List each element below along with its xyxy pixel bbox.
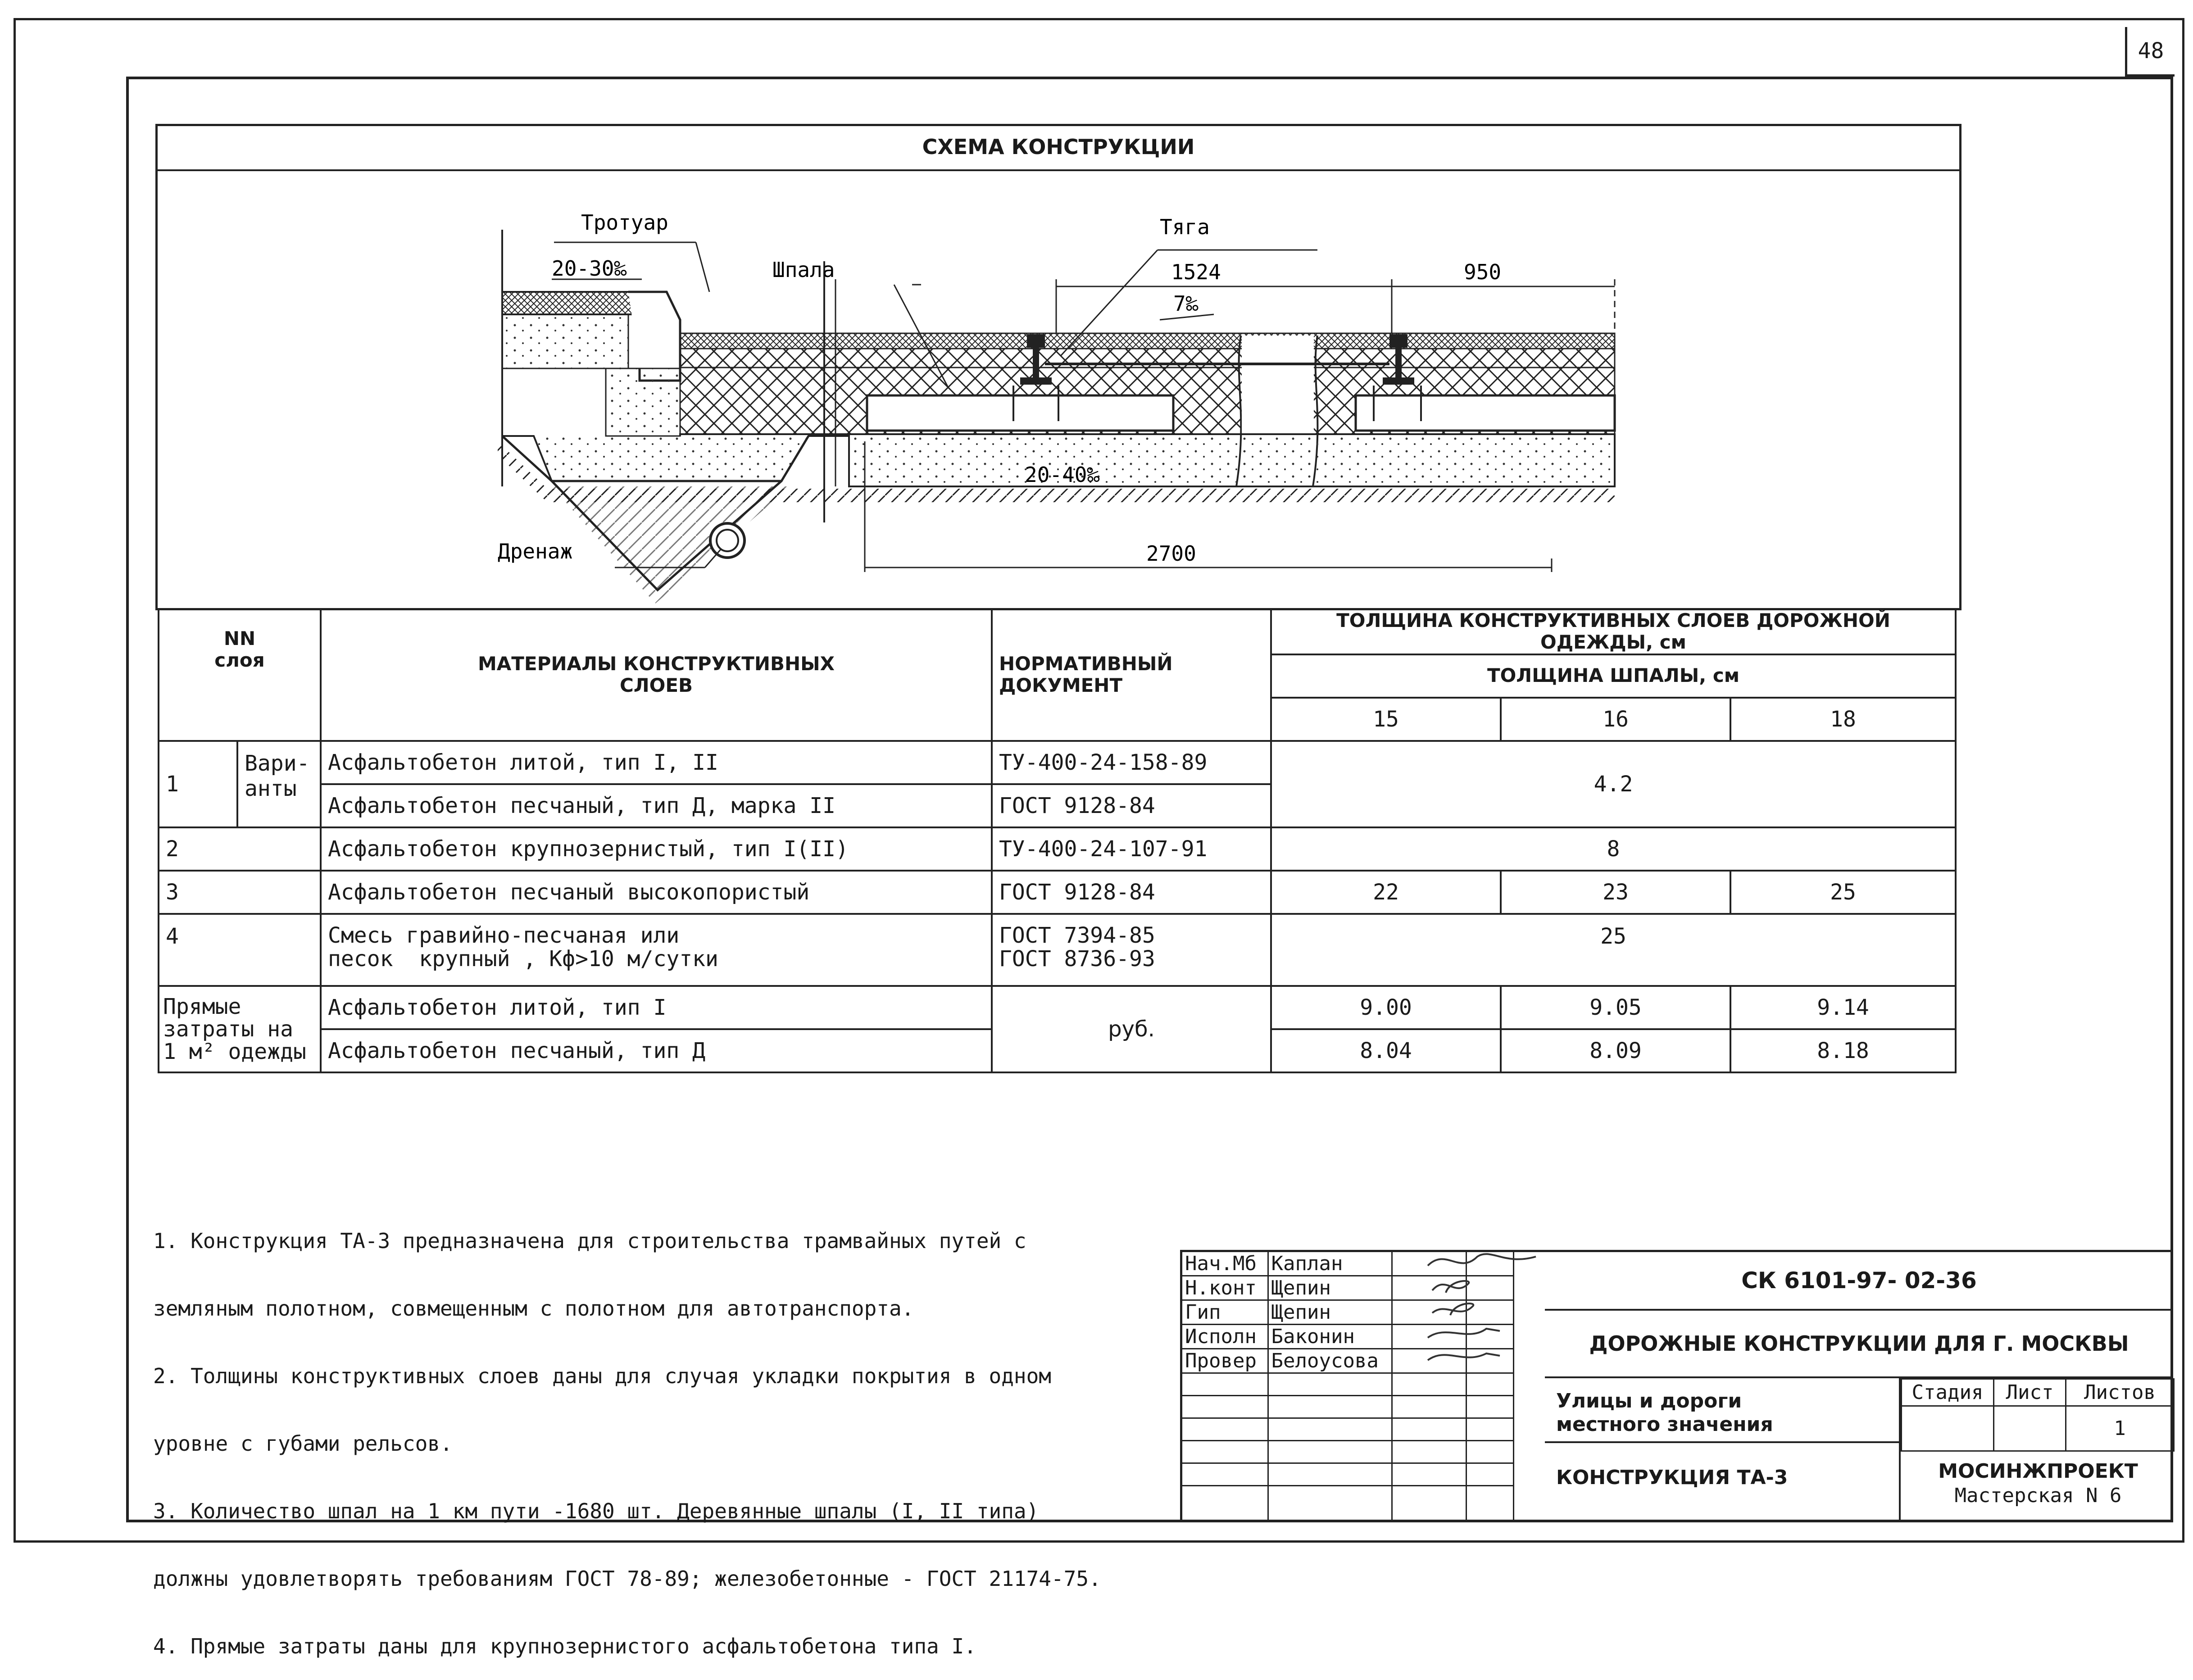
table-row — [159, 986, 1956, 1029]
document-code: СК 6101-97- 02-36 — [1545, 1252, 2173, 1311]
row-value-18: 25 — [1730, 871, 1956, 914]
row-material: Асфальтобетон песчаный высокопористый — [321, 871, 992, 914]
curb — [628, 292, 680, 381]
label-sleeper: Шпала — [772, 258, 835, 282]
series-title: ДОРОЖНЫЕ КОНСТРУКЦИИ ДЛЯ Г. МОСКВЫ — [1545, 1311, 2173, 1378]
label-gauge: 1524 — [1171, 260, 1221, 284]
row-doc: ТУ-400-24-158-89 — [992, 741, 1271, 784]
signatures — [1419, 1248, 1554, 1369]
layers-table — [158, 608, 1957, 1073]
note-line: уровне с губами рельсов. — [153, 1431, 453, 1456]
page-number: 48 — [2125, 27, 2175, 77]
header-materials: МАТЕРИАЛЫ КОНСТРУКТИВНЫХ СЛОЕВ — [321, 609, 992, 741]
sheets-value: 1 — [2066, 1406, 2174, 1451]
row-material: Асфальтобетон литой, тип I, II — [321, 741, 992, 784]
row-value: 4.2 — [1271, 741, 1956, 827]
divider — [1545, 1441, 1901, 1443]
label-track-slope: 7‰ — [1173, 291, 1199, 316]
subject: Улицы и дороги местного значения — [1556, 1389, 1773, 1436]
sidewalk-surface — [502, 292, 646, 314]
header-norm-doc: НОРМАТИВНЫЙ ДОКУМЕНТ — [992, 609, 1271, 741]
sheet-label: Лист — [1994, 1379, 2066, 1406]
note-line: 3. Количество шпал на 1 км пути -1680 шт. Деревянные шпалы (I, II типа) — [153, 1499, 1039, 1523]
table-row — [159, 871, 1956, 914]
organization — [1903, 1459, 2173, 1508]
row-value-15: 22 — [1271, 871, 1501, 914]
row-doc: ГОСТ 7394-85 ГОСТ 8736-93 — [992, 914, 1271, 986]
notes — [153, 1185, 1189, 1680]
note-line: земляным полотном, совмещенным с полотном для автотранспорта. — [153, 1296, 914, 1321]
note-line: 2. Толщины конструктивных слоев даны для случая укладки покрытия в одном — [153, 1364, 1051, 1388]
header-t16: 16 — [1501, 698, 1730, 741]
name: Щепин — [1268, 1276, 1392, 1300]
row-no: 3 — [159, 871, 321, 914]
table-row — [159, 914, 1956, 986]
cost-material: Асфальтобетон литой, тип I — [321, 986, 992, 1029]
header-t18: 18 — [1730, 698, 1956, 741]
construction-name: КОНСТРУКЦИЯ ТА-3 — [1556, 1466, 1788, 1489]
row-doc: ГОСТ 9128-84 — [992, 784, 1271, 827]
row-no: 1 — [159, 741, 237, 827]
sleeper — [867, 395, 1173, 431]
cost-value-15: 8.04 — [1271, 1029, 1501, 1072]
role: Н.конт — [1182, 1276, 1268, 1300]
schema-title: СХЕМА КОНСТРУКЦИИ — [155, 124, 1961, 171]
drain-pipe — [710, 523, 745, 558]
header-layer-no: NN слоя — [159, 609, 321, 741]
row-doc: ГОСТ 9128-84 — [992, 871, 1271, 914]
surface-layer — [680, 333, 1615, 349]
role: Гип — [1182, 1300, 1268, 1325]
label-sidewalk-slope: 20-30‰ — [552, 256, 627, 281]
sidewalk-base — [502, 314, 628, 368]
org-name: МОСИНЖПРОЕКТ — [1938, 1460, 2138, 1483]
row-variants: Вари- анты — [237, 741, 321, 827]
label-width: 2700 — [1146, 541, 1196, 566]
cost-value-15: 9.00 — [1271, 986, 1501, 1029]
stage-label: Стадия — [1902, 1379, 1994, 1406]
cost-material: Асфальтобетон песчаный, тип Д — [321, 1029, 992, 1072]
cost-value-18: 9.14 — [1730, 986, 1956, 1029]
header-sleeper-thickness: ТОЛЩИНА ШПАЛЫ, см — [1271, 654, 1956, 698]
note-line: должны удовлетворять требованиям ГОСТ 78-89; железобетонные - ГОСТ 21174-75. — [153, 1566, 1101, 1591]
note-line: 1. Конструкция ТА-3 предназначена для строительства трамвайных путей с — [153, 1229, 1026, 1253]
row-no: 2 — [159, 827, 321, 871]
row-value: 25 — [1271, 914, 1956, 986]
cross-section-drawing — [155, 171, 1961, 608]
role: Нач.Мб — [1182, 1252, 1268, 1276]
row-material: Смесь гравийно-песчаная или песок крупный , Кф>10 м/сутки — [321, 914, 992, 986]
stage-table — [1901, 1378, 2175, 1452]
label-tie-rod: Тяга — [1160, 215, 1210, 239]
label-drain: Дренаж — [498, 539, 573, 563]
role: Провер — [1182, 1349, 1268, 1373]
note-line: 4. Прямые затраты даны для крупнозернистого асфальтобетона типа I. — [153, 1634, 976, 1658]
name: Каплан — [1268, 1252, 1392, 1276]
row-material: Асфальтобетон песчаный, тип Д, марка II — [321, 784, 992, 827]
header-thickness: ТОЛЩИНА КОНСТРУКТИВНЫХ СЛОЕВ ДОРОЖНОЙ ОДЕЖДЫ, см — [1271, 609, 1956, 654]
row-value: 8 — [1271, 827, 1956, 871]
row-no: 4 — [159, 914, 321, 986]
row-doc: ТУ-400-24-107-91 — [992, 827, 1271, 871]
cost-value-16: 9.05 — [1501, 986, 1730, 1029]
name: Баконин — [1268, 1325, 1392, 1349]
name: Белоусова — [1268, 1349, 1392, 1373]
label-sidewalk: Тротуар — [581, 210, 668, 235]
label-offset: 950 — [1464, 260, 1502, 284]
role: Исполн — [1182, 1325, 1268, 1349]
row-material: Асфальтобетон крупнозернистый, тип I(II) — [321, 827, 992, 871]
table-row — [159, 827, 1956, 871]
cost-value-18: 8.18 — [1730, 1029, 1956, 1072]
label-base-slope: 20-40‰ — [1025, 463, 1100, 487]
sheets-label: Листов — [2066, 1379, 2174, 1406]
cost-label: Прямые затраты на 1 м² одежды — [159, 986, 321, 1072]
header-t15: 15 — [1271, 698, 1501, 741]
row-value-16: 23 — [1501, 871, 1730, 914]
org-dept: Мастерская N 6 — [1954, 1484, 2122, 1507]
cost-value-16: 8.09 — [1501, 1029, 1730, 1072]
table-row — [159, 741, 1956, 784]
name: Щепин — [1268, 1300, 1392, 1325]
cost-unit: руб. — [992, 986, 1271, 1072]
